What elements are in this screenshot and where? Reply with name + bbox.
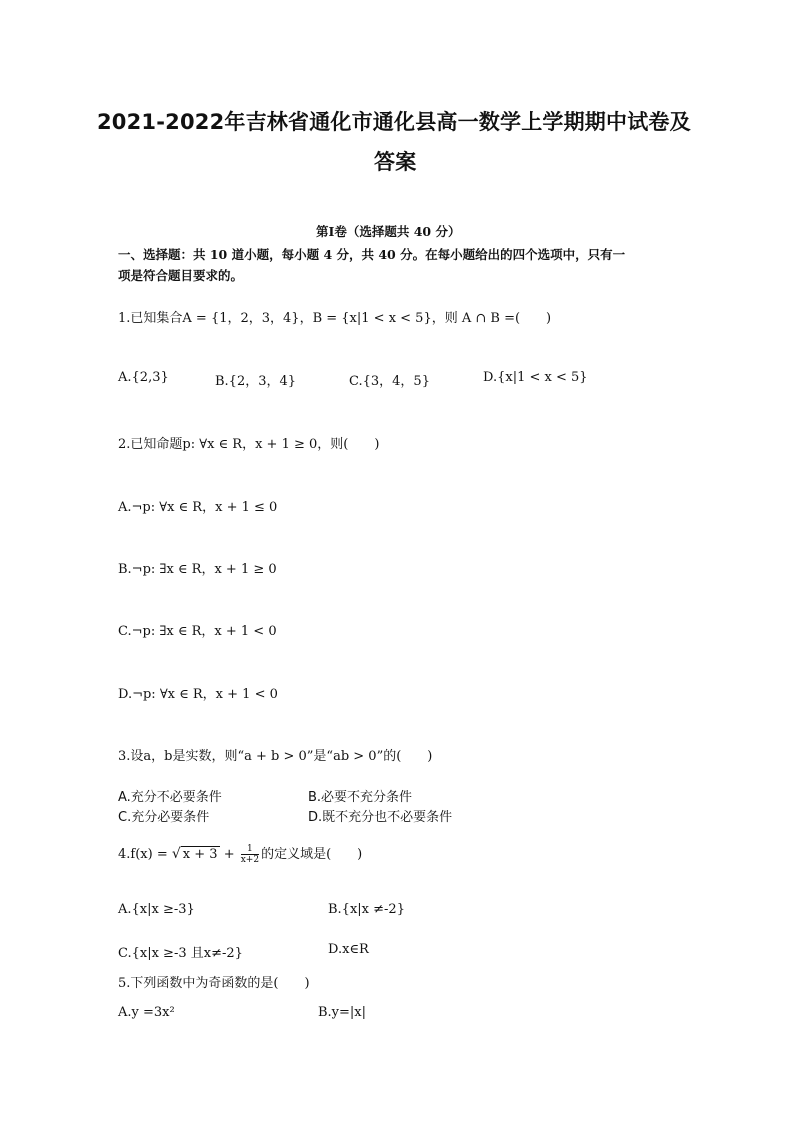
- question-2-option-d: D.¬p: ∀x ∈ R，x + 1 < 0: [118, 687, 278, 702]
- question-4-option-b: B.{x|x ≠-2}: [328, 902, 405, 917]
- document-title-line2: 答案: [374, 150, 417, 174]
- question-1-option-d: D.{x|1 < x < 5}: [483, 370, 588, 385]
- question-4-suffix: 的定义域是( ): [261, 847, 363, 862]
- instructions-line2: 项是符合题目要求的。: [118, 268, 244, 283]
- question-4-fraction: [241, 844, 259, 865]
- question-4-number: 4.: [118, 847, 131, 862]
- fraction-denominator: x+2: [240, 855, 260, 865]
- question-5-stem: 5.下列函数中为奇函数的是( ): [118, 976, 310, 991]
- question-3-stem: 3.设a，b是实数，则“a + b > 0”是“ab > 0”的( ): [118, 749, 433, 764]
- question-2-stem: 2.已知命题p: ∀x ∈ R，x + 1 ≥ 0，则( ): [118, 437, 380, 452]
- question-1-stem: 1.已知集合A = {1，2，3，4}，B = {x|1 < x < 5}，则 A ∩ B =( ): [118, 311, 552, 326]
- question-1-option-b: B.{2，3，4}: [215, 374, 297, 389]
- document-title-line1: 2021-2022年吉林省通化市通化县高一数学上学期期中试卷及: [97, 110, 691, 134]
- radical-sign: √: [171, 846, 181, 862]
- question-4-option-d: D.x∈R: [328, 942, 369, 957]
- question-4-option-c: C.{x|x ≥-3 且x≠-2}: [118, 946, 243, 961]
- question-4-option-a: A.{x|x ≥-3}: [118, 902, 195, 917]
- question-3-option-c: C.充分必要条件: [118, 810, 210, 825]
- question-3-option-b: B.必要不充分条件: [308, 790, 413, 805]
- instructions-line1: 一、选择题：共 10 道小题，每小题 4 分，共 40 分。在每小题给出的四个选项中，只有一: [118, 247, 626, 262]
- question-4-plus: +: [223, 847, 235, 862]
- question-4-radicand: x + 3: [182, 847, 218, 862]
- question-1-option-c: C.{3，4，5}: [349, 374, 430, 389]
- fraction-numerator: 1: [241, 844, 259, 855]
- section-title: 第Ⅰ卷（选择题共 40 分）: [316, 224, 461, 239]
- question-4-function: f(x) =: [130, 847, 168, 862]
- question-5-option-b: B.y=|x|: [318, 1005, 367, 1020]
- question-5-option-a: A.y =3x²: [118, 1005, 175, 1020]
- question-2-option-b: B.¬p: ∃x ∈ R，x + 1 ≥ 0: [118, 562, 277, 577]
- question-3-option-a: A.充分不必要条件: [118, 790, 222, 805]
- question-3-option-d: D.既不充分也不必要条件: [308, 810, 453, 825]
- question-1-option-a: A.{2,3}: [118, 370, 169, 385]
- question-2-option-c: C.¬p: ∃x ∈ R，x + 1 < 0: [118, 624, 277, 639]
- question-4-stem: [118, 843, 362, 865]
- question-2-option-a: A.¬p: ∀x ∈ R，x + 1 ≤ 0: [118, 500, 278, 515]
